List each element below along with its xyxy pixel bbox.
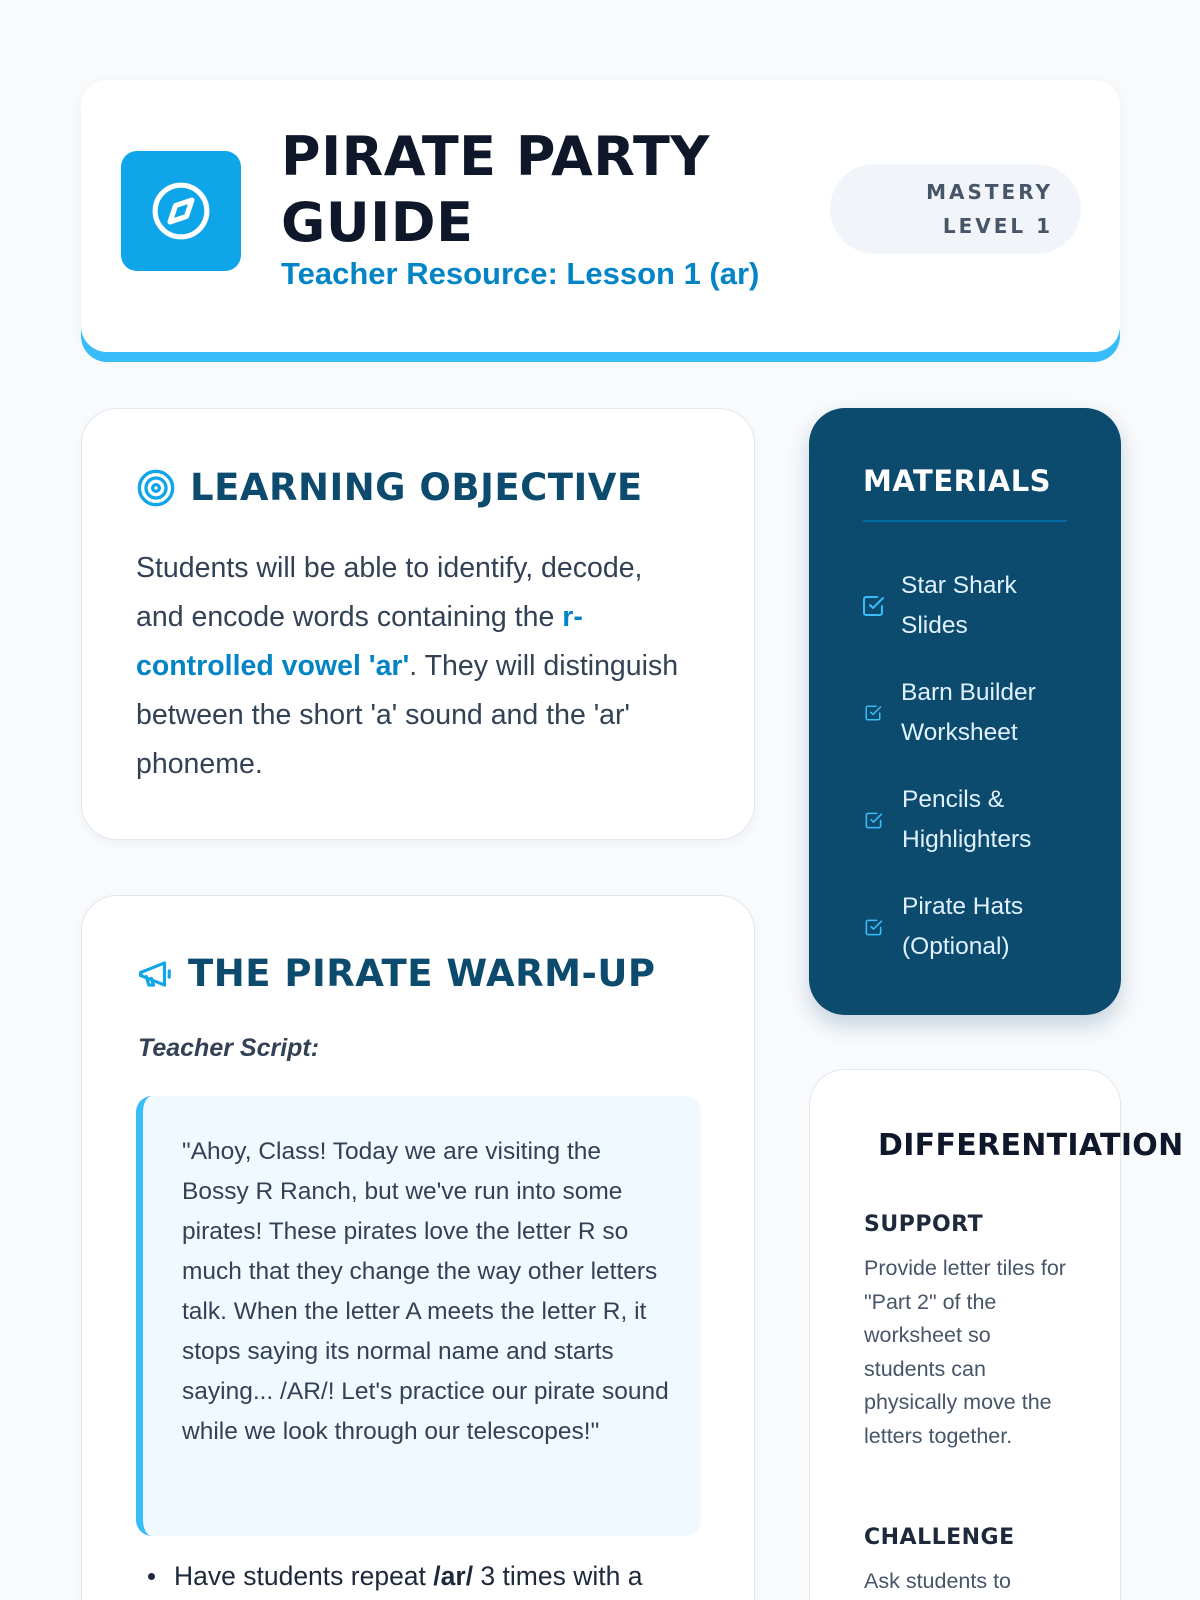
megaphone-icon (136, 955, 174, 993)
objective-text-start: Students will be able to identify, decode, and encode words containing the (136, 552, 643, 633)
logo-tile (121, 151, 241, 271)
learning-objective-card (81, 408, 755, 840)
challenge-text: Ask students to (864, 1569, 1011, 1593)
challenge-label: CHALLENGE (864, 1525, 1015, 1550)
warmup-heading (136, 952, 656, 995)
pirate-warmup-card (81, 895, 755, 1600)
mastery-badge (830, 164, 1081, 254)
material-label: Star Shark Slides (901, 572, 1017, 639)
compass-icon (150, 180, 212, 242)
material-item (864, 780, 1062, 860)
list-item (136, 1558, 726, 1594)
warmup-title: THE PIRATE WARM-UP (188, 952, 656, 995)
header-card (81, 80, 1120, 352)
materials-title: MATERIALS (863, 464, 1052, 498)
material-item (861, 566, 1041, 646)
differentiation-card (809, 1069, 1184, 1600)
materials-card (809, 408, 1121, 1015)
mastery-label: MASTERY (926, 180, 1053, 204)
bullet-text-start: Have students repeat (174, 1561, 434, 1591)
checkbox-icon (864, 704, 882, 722)
support-label: SUPPORT (864, 1212, 984, 1237)
material-item (864, 673, 1071, 753)
warmup-instructions (136, 1558, 726, 1594)
objective-highlight: r-controlled vowel 'ar' (136, 601, 583, 682)
checkbox-icon (861, 594, 885, 618)
mastery-level: LEVEL 1 (942, 214, 1053, 238)
checkbox-icon (864, 811, 883, 830)
teacher-script-quote: "Ahoy, Class! Today we are visiting the Bossy R Ranch, but we've run into some pirates! These pirates love the letter R so much that they change the way other letters talk. When the letter A meets the letter R, it stops saying its normal name and starts saying... /AR/! Let's practice our pirate sound while we look through our telescopes!" (136, 1096, 701, 1536)
objective-title: LEARNING OBJECTIVE (190, 466, 643, 509)
page-subtitle: Teacher Resource: Lesson 1 (ar) (281, 256, 760, 291)
support-text: Provide letter tiles for "Part 2" of the worksheet so students can physically move the letters together. (864, 1256, 1066, 1448)
bullet-text-end: 3 times with a (473, 1561, 643, 1591)
page-title (281, 124, 821, 256)
material-label: Pencils & Highlighters (902, 786, 1032, 853)
objective-text-end: . They will distinguish between the short 'a' sound and the 'ar' phoneme. (136, 650, 679, 780)
checkbox-icon (864, 918, 883, 937)
material-label: Pirate Hats (Optional) (902, 893, 1024, 960)
title-line-1: PIRATE PARTY (281, 125, 710, 188)
differentiation-title: DIFFERENTIATION (878, 1128, 1184, 1163)
material-item (864, 887, 1042, 967)
target-icon (136, 468, 176, 508)
objective-text (136, 544, 696, 789)
title-line-2: GUIDE (281, 191, 474, 254)
materials-divider (863, 520, 1067, 522)
objective-heading (136, 466, 643, 509)
teacher-script-label: Teacher Script: (138, 1034, 320, 1062)
material-label: Barn Builder Worksheet (901, 679, 1036, 746)
bullet-bold: /ar/ (433, 1561, 474, 1591)
